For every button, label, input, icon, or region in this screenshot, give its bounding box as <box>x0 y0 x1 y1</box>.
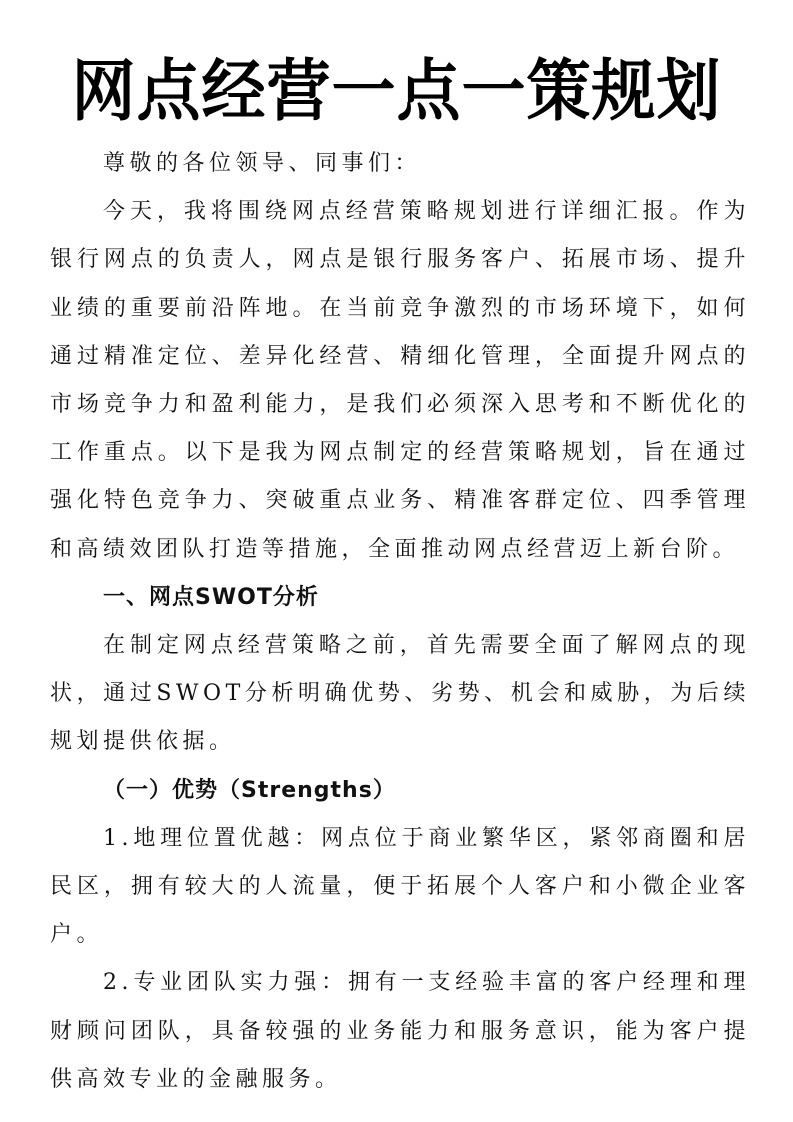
strength-item-1: 1.地理位置优越：网点位于商业繁华区，紧邻商圈和居民区，拥有较大的人流量，便于拓展个人客户和小微企业客户。 <box>50 825 750 948</box>
section-heading-swot: 一、网点SWOT分析 <box>103 584 319 610</box>
subsection-heading-strengths: （一）优势（Strengths） <box>103 777 396 803</box>
strength-item-2: 2.专业团队实力强：拥有一支经验丰富的客户经理和理财顾问团队，具备较强的业务能力和服务意识，能为客户提供高效专业的金融服务。 <box>50 970 750 1092</box>
intro-paragraph: 今天，我将围绕网点经营策略规划进行详细汇报。作为银行网点的负责人，网点是银行服务客户、拓展市场、提升业绩的重要前沿阵地。在当前竞争激烈的市场环境下，如何通过精准定位、差异化经营、精细化管理，全面提升网点的市场竞争力和盈利能力，是我们必须深入思考和不断优化的工作重点。以下是我为网点制定的经营策略规划，旨在通过强化特色竞争力、突破重点业务、精准客群定位、四季管理和高绩效团队打造等措施，全面推动网点经营迈上新台阶。 <box>50 199 750 562</box>
document-body <box>50 140 750 1104</box>
greeting: 尊敬的各位领导、同事们： <box>103 151 422 176</box>
swot-intro-paragraph: 在制定网点经营策略之前，首先需要全面了解网点的现状，通过SWOT分析明确优势、劣势、机会和威胁，为后续规划提供依据。 <box>50 633 750 755</box>
document-title: 网点经营一点一策规划 <box>71 53 722 131</box>
